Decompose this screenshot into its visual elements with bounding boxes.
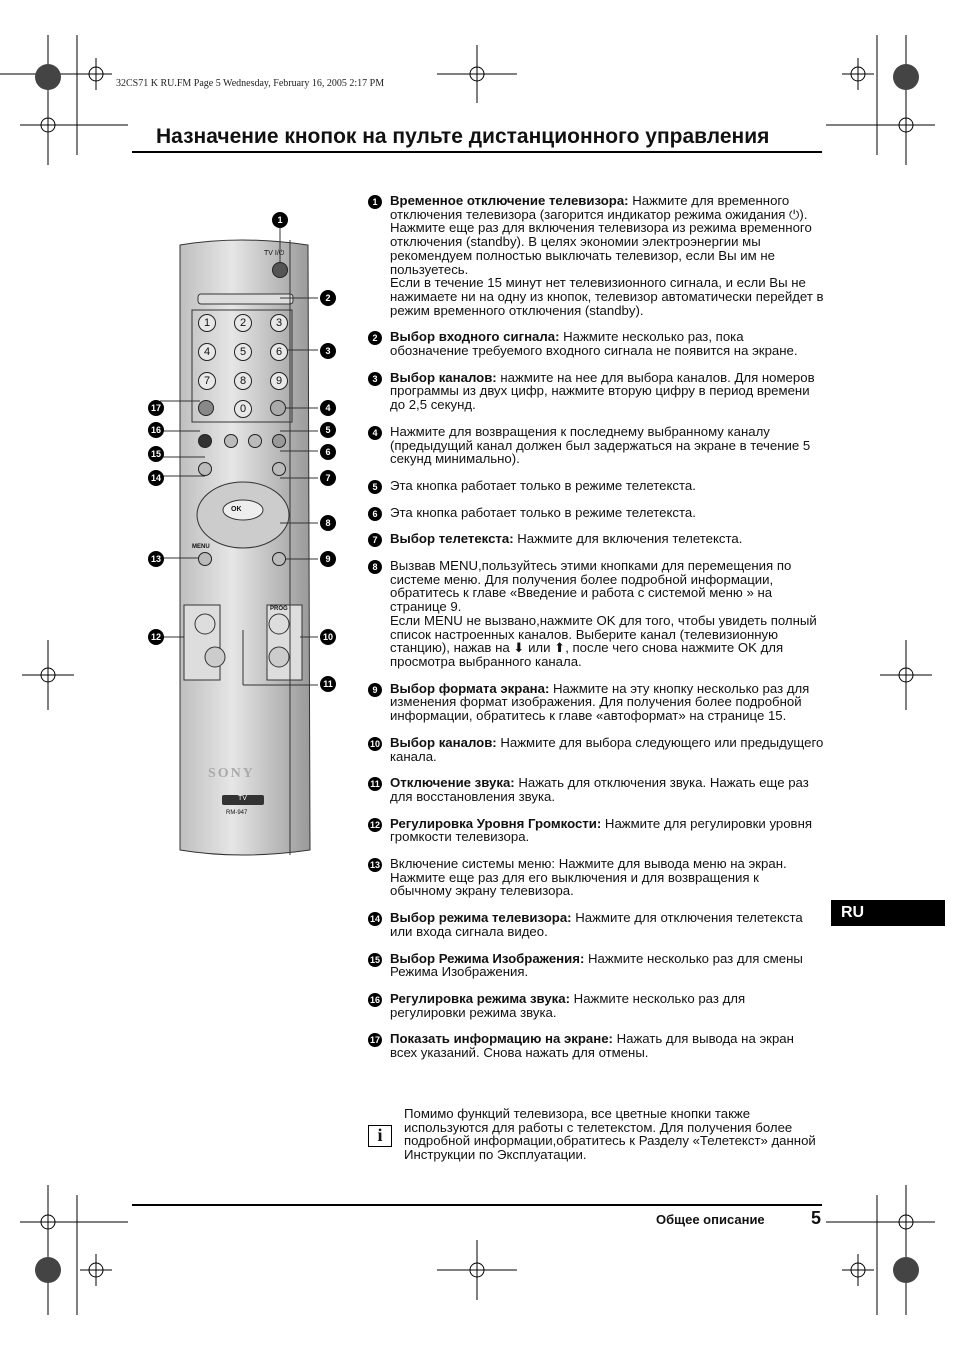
- description-item-9: 9 Выбор формата экрана: Нажмите на эту кнопку несколько раз для изменения формат изображения. Для получения более подробной информации, обратитесь к главе «автоформат» на странице 15.: [368, 682, 824, 723]
- tv-power-label: TV I/⏻: [264, 250, 285, 257]
- menu-button[interactable]: [198, 552, 212, 566]
- sound-mode-button[interactable]: [198, 434, 212, 448]
- footer-section-label: Общее описание: [656, 1212, 765, 1227]
- callout-6: 6: [320, 444, 336, 460]
- model-label: RM-947: [226, 810, 248, 816]
- tv-mode-button[interactable]: [198, 462, 212, 476]
- callout-8: 8: [320, 515, 336, 531]
- teletext-button[interactable]: [272, 462, 286, 476]
- button-description-list: [368, 194, 824, 1073]
- picture-mode-button[interactable]: [224, 434, 238, 448]
- callout-1: 1: [272, 212, 288, 228]
- description-item-1: 1 Временное отключение телевизора: Нажмите для временного отключения телевизора (загорится индикатор режима ожидания ⏻). Нажмите еще раз для включения телевизора из режима временного отключения (standby). В целях экономии электроэнергии мы рекомендуем полностью выключать телевизор, если Вы им не пользуетесь. Если в течение 15 минут нет телевизионного сигнала, и если Вы не нажимаете ни на одну из кнопок, телевизор автоматически перейдет в режим временного отключения (standby).: [368, 194, 824, 317]
- callout-12: 12: [148, 629, 164, 645]
- description-item-7: 7 Выбор телетекста: Нажмите для включения телетекста.: [368, 532, 824, 546]
- key-2[interactable]: 2: [234, 314, 252, 332]
- key-7[interactable]: 7: [198, 372, 216, 390]
- key-0[interactable]: 0: [234, 400, 252, 418]
- description-item-11: 11 Отключение звука: Нажать для отключения звука. Нажать еще раз для восстановления звука.: [368, 776, 824, 803]
- menu-label: MENU: [192, 544, 210, 550]
- callout-13: 13: [148, 551, 164, 567]
- language-tab: RU: [831, 900, 945, 926]
- previous-channel-button[interactable]: [270, 400, 286, 416]
- callout-14: 14: [148, 470, 164, 486]
- title-rule: [132, 151, 822, 153]
- info-note-text: Помимо функций телевизора, все цветные кнопки также используются для работы с телетекстом. Для получения более подробной информации,обратитесь к Разделу «Телетекст» данной Инструкции по Эксплуатации.: [404, 1106, 816, 1163]
- page-title: Назначение кнопок на пульте дистанционного управления: [156, 125, 770, 148]
- description-item-10: 10 Выбор каналов: Нажмите для выбора следующего или предыдущего канала.: [369, 734, 824, 764]
- callout-2: 2: [320, 290, 336, 306]
- page-number: 5: [811, 1208, 822, 1228]
- description-item-17: 17 Показать информацию на экране: Нажать для вывода на экран всех указаний. Снова нажать для отмены.: [369, 1031, 794, 1061]
- key-9[interactable]: 9: [270, 372, 288, 390]
- screen-format-button[interactable]: [272, 552, 286, 566]
- info-icon: i: [368, 1125, 392, 1147]
- remote-illustration: [140, 210, 360, 870]
- teletext-red-button[interactable]: [248, 434, 262, 448]
- sony-logo: SONY: [208, 766, 255, 781]
- key-8[interactable]: 8: [234, 372, 252, 390]
- callout-15: 15: [148, 446, 164, 462]
- callout-17: 17: [148, 400, 164, 416]
- key-1[interactable]: 1: [198, 314, 216, 332]
- footer-rule: [132, 1204, 822, 1206]
- description-item-6: 6 Эта кнопка работает только в режиме телетекста.: [368, 506, 824, 520]
- prog-label: PROG: [270, 606, 288, 612]
- callout-11: 11: [320, 676, 336, 692]
- description-item-12: 12 Регулировка Уровня Громкости: Нажмите для регулировки уровня громкости телевизора.: [369, 815, 812, 845]
- description-item-14: 14 Выбор режима телевизора: Нажмите для отключения телетекста или входа сигнала видео.: [369, 910, 803, 939]
- tv-standby-button[interactable]: [272, 262, 288, 278]
- teletext-green-button[interactable]: [272, 434, 286, 448]
- description-item-4: 4 Нажмите для возвращения к последнему выбранному каналу (предыдущий канал должен был задержаться на экране в течение 5 секунд минимально).: [368, 425, 824, 466]
- key-5[interactable]: 5: [234, 343, 252, 361]
- ok-label: OK: [231, 506, 242, 513]
- callout-7: 7: [320, 470, 336, 486]
- description-item-15: 15 Выбор Режима Изображения: Нажмите несколько раз для смены Режима Изображения.: [369, 950, 803, 980]
- description-item-2: 2 Выбор входного сигнала: Нажмите несколько раз, пока обозначение требуемого входного сигнала не появится на экране.: [368, 330, 824, 357]
- key-6[interactable]: 6: [270, 343, 288, 361]
- key-4[interactable]: 4: [198, 343, 216, 361]
- callout-4: 4: [320, 400, 336, 416]
- callout-9: 9: [320, 551, 336, 567]
- info-button[interactable]: [198, 400, 214, 416]
- description-item-8: 8 Вызвав MENU,пользуйтесь этими кнопками для перемещения по системе меню. Для получения более подробной информации, обратитесь к главе «Введение и работа с системой меню » на странице 9. Если MENU не вызвано,нажмите OK для того, чтобы увидеть полный список настроенных каналов. Выберите канал (телевизионную станцию), нажав на ⬇ или ⬆, после чего снова нажмите OK для просмотра выбранного канала.: [368, 559, 824, 669]
- description-item-13: 13 Включение системы меню: Нажмите для вывода меню на экран. Нажмите еще раз для его выключения и для возвращения к обычному экрану телевизора.: [369, 856, 787, 899]
- info-note: [368, 1107, 828, 1162]
- description-item-16: 16 Регулировка режима звука: Нажмите несколько раз для регулировки режима звука.: [369, 990, 746, 1020]
- callout-5: 5: [320, 422, 336, 438]
- callout-10: 10: [320, 629, 336, 645]
- description-item-3: 3 Выбор каналов: нажмите на нее для выбора каналов. Для номеров программы из двух цифр, нажмите вторую цифру в период времени до 2,5 секунд.: [368, 371, 824, 412]
- callout-3: 3: [320, 343, 336, 359]
- key-3[interactable]: 3: [270, 314, 288, 332]
- callout-16: 16: [148, 422, 164, 438]
- description-item-5: 5 Эта кнопка работает только в режиме телетекста.: [368, 479, 824, 493]
- file-header: 32CS71 K RU.FM Page 5 Wednesday, February 16, 2005 2:17 PM: [116, 78, 385, 89]
- tv-badge: TV: [238, 795, 247, 802]
